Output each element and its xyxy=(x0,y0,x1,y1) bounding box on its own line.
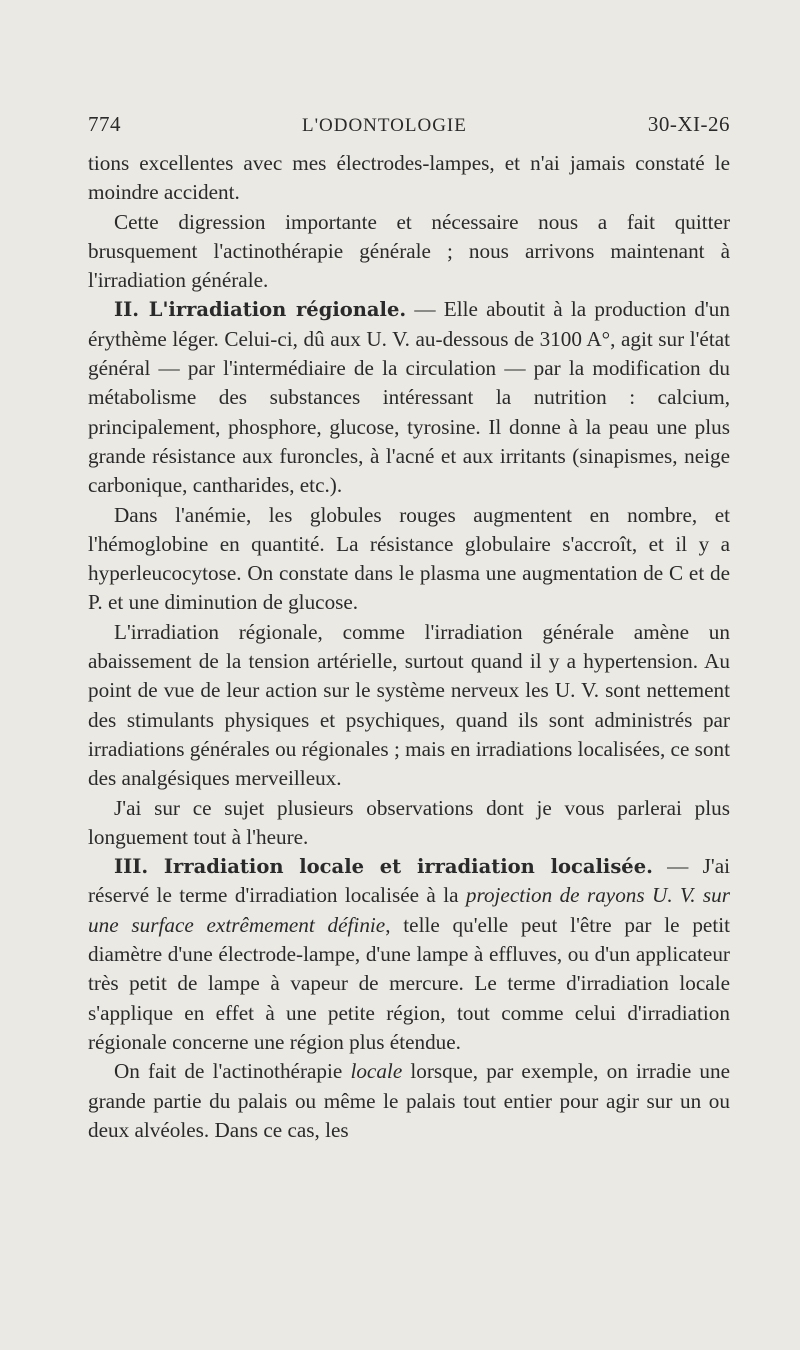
issue-date: 30-XI-26 xyxy=(647,112,730,136)
paragraph-anemie: Dans l'anémie, les globules rouges augmentent en nombre, et l'hémoglobine en quantité. La résistance globulaire s'accroît, et il y a hyperleucocytose. On constate dans le plasma une augmentation de C et de P. et une diminution de glucose. xyxy=(88,502,730,615)
document-page xyxy=(88,112,730,1145)
running-header xyxy=(88,112,730,137)
paragraph-irradiation-regionale: II. L'irradiation régionale. — Elle aboutit à la production d'un érythème léger. Celui-ci, dû aux U. V. au-dessous de 3100 A°, agit sur l'état général — par l'intermédiaire de la circulation — par la modification du métabolisme des substances intéressant la nutrition : calcium, principalement, phosphore, glucose, tyrosine. Il donne à la peau une plus grande résistance aux furoncles, à l'acné et aux irritants (sinapismes, neige carbonique, cantharides, etc.). xyxy=(88,297,730,498)
italic-locale: locale xyxy=(350,1059,403,1084)
article-body xyxy=(88,149,730,1145)
paragraph-tension: L'irradiation régionale, comme l'irradiation générale amène un abaissement de la tension artérielle, surtout quand il y a hypertension. Au point de vue de leur action sur le système nerveux les U. V. sont nettement des stimulants physiques et psychiques, quand ils sont administrés par irradiations générales ou régionales ; mais en irradiations localisées, ce sont des analgésiques merveilleux. xyxy=(88,619,730,791)
section-heading-iii: III. Irradiation locale et irradiation localisée. xyxy=(114,855,653,879)
italic-definition: projection de rayons U. V. sur une surface extrêmement définie xyxy=(88,883,731,937)
section-heading-ii: II. L'irradiation régionale. xyxy=(114,298,407,322)
page-number: 774 xyxy=(88,112,121,136)
journal-title: L'ODONTOLOGIE xyxy=(301,115,467,136)
paragraph-observations: J'ai sur ce sujet plusieurs observations dont je vous parlerai plus longuement tout à l'heure. xyxy=(88,795,730,849)
paragraph-actinotherapie-locale: On fait de l'actinothérapie locale lorsque, par exemple, on irradie une grande partie du palais ou même le palais tout entier pour agir sur un ou deux alvéoles. Dans ce cas, les xyxy=(88,1059,731,1142)
paragraph-irradiation-localisee: III. Irradiation locale et irradiation localisée. — J'ai réservé le terme d'irradiation localisée à la projection de rayons U. V. sur une surface extrêmement définie, telle qu'elle peut l'être par le petit diamètre d'une électrode-lampe, d'une lampe à effluves, ou d'un applicateur très petit de lampe à vapeur de mercure. Le terme d'irradiation locale s'applique en effet à une petite région, tout comme celui d'irradiation régionale concerne une région plus étendue. xyxy=(88,854,731,1054)
paragraph-continuation: tions excellentes avec mes électrodes-lampes, et n'ai jamais constaté le moindre accident. xyxy=(88,151,730,205)
paragraph-digression: Cette digression importante et nécessaire nous a fait quitter brusquement l'actinothérapie générale ; nous arrivons maintenant à l'irradiation générale. xyxy=(88,209,730,293)
